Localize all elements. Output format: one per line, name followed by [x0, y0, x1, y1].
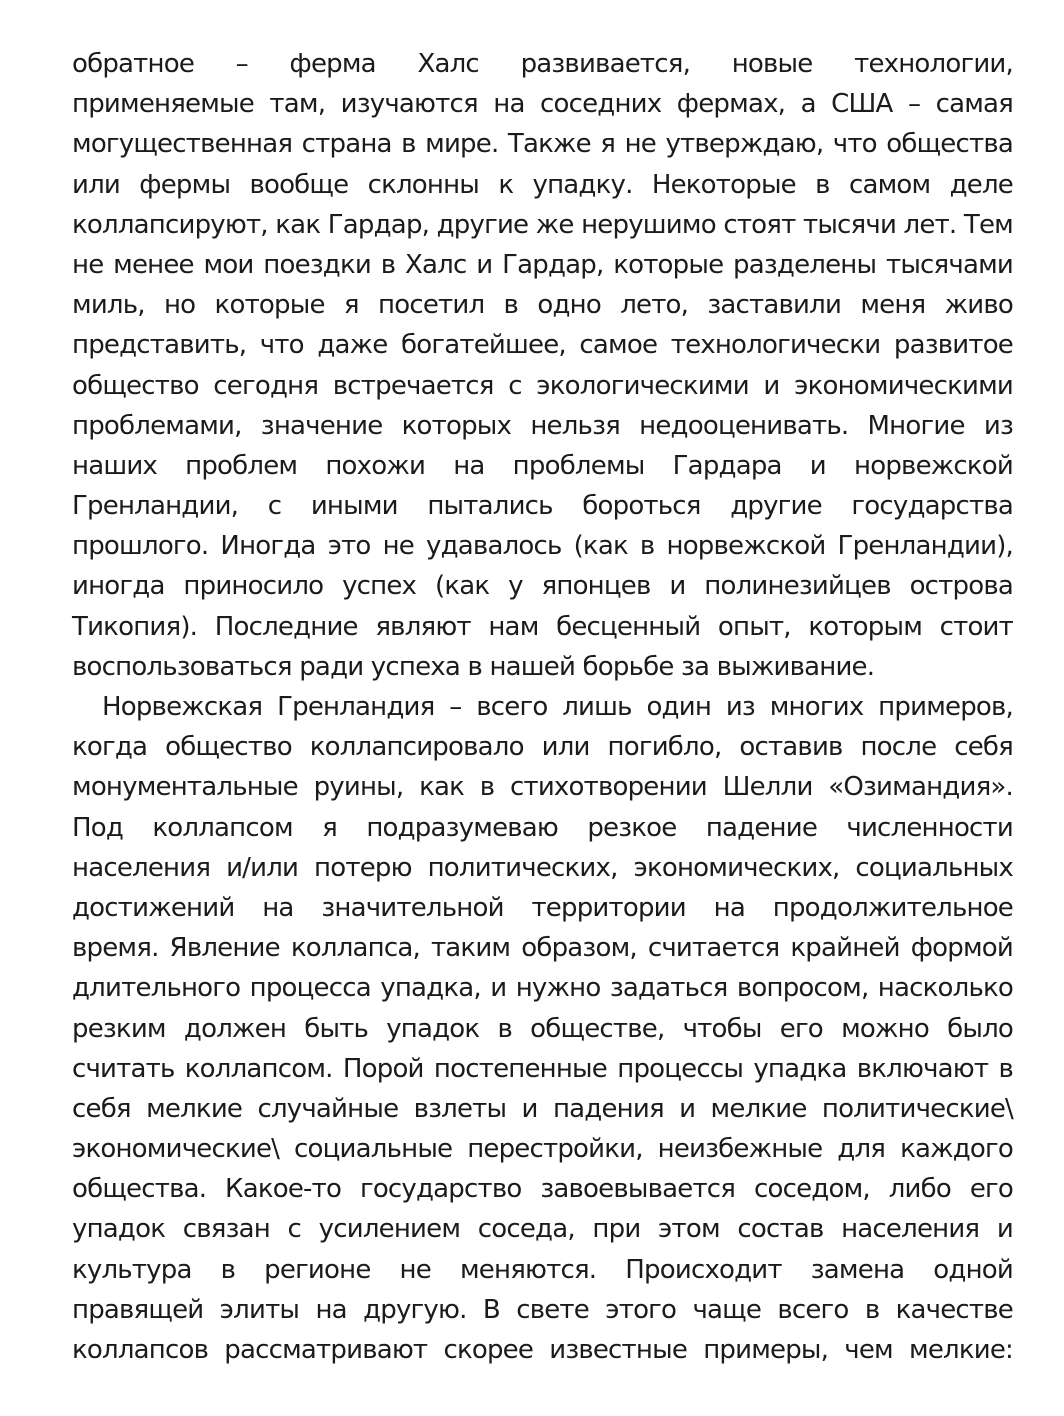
text-line: упадок связан с усилением соседа, при этом состав населения и [72, 1214, 1013, 1245]
text-line: населения и/или потерю политических, экономических, социальных [72, 852, 1013, 883]
text-line: когда общество коллапсировало или погибло, оставив после себя [72, 732, 1013, 763]
text-line: Под коллапсом я подразумеваю резкое падение численности [72, 812, 1013, 843]
text-line: иногда приносило успех (как у японцев и полинезийцев острова [72, 571, 1013, 602]
text-line: Тикопия). Последние являют нам бесценный опыт, которым стоит [72, 611, 1013, 642]
text-line: наших проблем похожи на проблемы Гардара и норвежской [72, 450, 1013, 481]
text-line: себя мелкие случайные взлеты и падения и мелкие политические\ [72, 1093, 1013, 1124]
text-line: представить, что даже богатейшее, самое технологически развитое [72, 330, 1013, 361]
text-line: могущественная страна в мире. Также я не утверждаю, что общества [72, 129, 1013, 160]
text-line: длительного процесса упадка, и нужно задаться вопросом, насколько [72, 973, 1013, 1004]
text-line: или фермы вообще склонны к упадку. Некоторые в самом деле [72, 169, 1013, 200]
text-line: коллапсов рассматривают скорее известные примеры, чем мелкие: [72, 1335, 1013, 1365]
text-line: общество сегодня встречается с экологическими и экономическими [72, 370, 1013, 401]
text-line: обратное – ферма Халс развивается, новые технологии, [72, 49, 1013, 79]
text-line: считать коллапсом. Порой постепенные процессы упадка включают в [72, 1053, 1013, 1084]
text-line: прошлого. Иногда это не удавалось (как в норвежской Гренландии), [72, 531, 1013, 562]
text-line: Норвежская Гренландия – всего лишь один из многих примеров, [102, 692, 1013, 722]
text-line: не менее мои поездки в Халс и Гардар, которые разделены тысячами [72, 249, 1013, 280]
text-line: воспользоваться ради успеха в нашей борьбе за выживание. [72, 651, 875, 682]
text-line: монументальные руины, как в стихотворении Шелли «Озимандия». [72, 772, 1013, 803]
text-line: проблемами, значение которых нельзя недооценивать. Многие из [72, 410, 1013, 441]
text-line: время. Явление коллапса, таким образом, считается крайней формой [72, 933, 1013, 964]
text-line: применяемые там, изучаются на соседних фермах, а США – самая [72, 89, 1013, 120]
paragraph-2 [72, 687, 1013, 1370]
text-line: правящей элиты на другую. В свете этого чаще всего в качестве [72, 1294, 1013, 1325]
text-line: достижений на значительной территории на продолжительное [72, 892, 1013, 923]
text-line: резким должен быть упадок в обществе, чтобы его можно было [72, 1013, 1013, 1044]
text-line: миль, но которые я посетил в одно лето, заставили меня живо [72, 290, 1013, 321]
document-page [72, 44, 1013, 1370]
paragraph-1 [72, 44, 1013, 687]
text-line: общества. Какое-то государство завоевывается соседом, либо его [72, 1174, 1013, 1205]
text-line: культура в регионе не меняются. Происходит замена одной [72, 1254, 1013, 1285]
text-line: коллапсируют, как Гардар, другие же нерушимо стоят тысячи лет. Тем [72, 209, 1013, 240]
text-line: Гренландии, с иными пытались бороться другие государства [72, 491, 1013, 522]
text-line: экономические\ социальные перестройки, неизбежные для каждого [72, 1134, 1013, 1165]
